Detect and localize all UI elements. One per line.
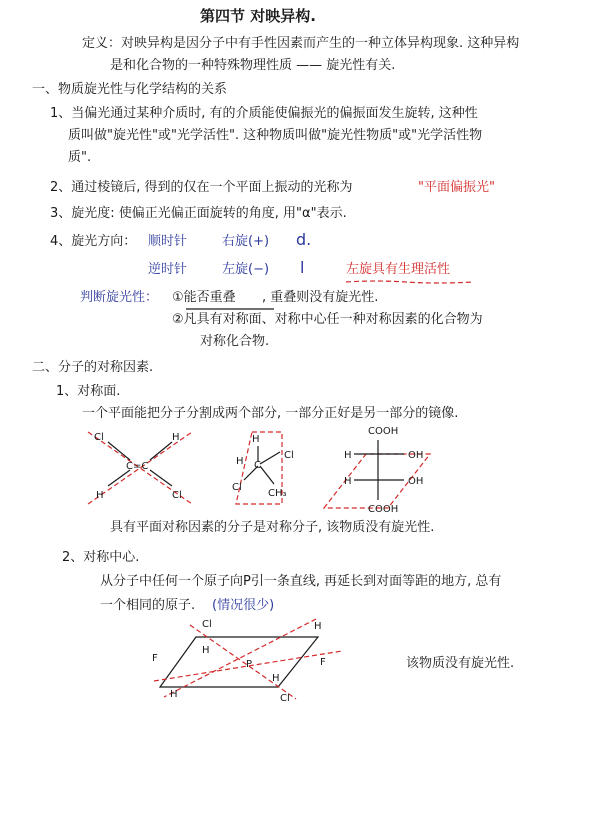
section1-heading: 一、物质旋光性与化学结构的关系 — [32, 82, 228, 97]
dextro-label: 右旋(+) — [222, 234, 270, 249]
levo-symbol: l — [300, 258, 305, 277]
item2-term: "平面偏振光" — [418, 180, 495, 195]
judge-label: 判断旋光性： — [80, 290, 159, 305]
atom-label: C — [254, 460, 261, 471]
levo-label: 左旋(−) — [222, 262, 270, 277]
atom-label: Cl — [172, 490, 182, 501]
page-title: 第四节 对映异构. — [200, 7, 316, 25]
atom-label: OH — [408, 476, 424, 487]
center-label: P — [246, 659, 253, 670]
atom-label: Cl — [202, 619, 212, 630]
symmetry-plane-heading: 1、对称面. — [56, 384, 121, 399]
atom-label: Cl — [284, 450, 294, 461]
center-line — [190, 625, 296, 699]
molecule-fischer — [318, 424, 448, 514]
counterclockwise-label: 逆时针 — [148, 262, 188, 277]
symmetry-center-description-1: 从分子中任何一个原子向P引一条直线, 再延长到对面等距的地方, 总有 — [100, 574, 502, 589]
atom-label: COOH — [368, 504, 399, 515]
judge-2-line-2: 对称化合物. — [200, 334, 270, 349]
molecule-symmetry-center — [150, 615, 350, 705]
item1-line-2: 质叫做"旋光性"或"光学活性". 这种物质叫做"旋光性物质"或"光学活性物 — [68, 128, 483, 143]
symmetry-center-description-2: 一个相同的原子. — [100, 598, 196, 613]
atom-label: H — [170, 689, 178, 700]
atom-label: H — [344, 476, 352, 487]
atom-label: F — [152, 653, 158, 664]
atom-label: F — [320, 657, 326, 668]
section2-heading: 二、分子的对称因素. — [32, 360, 154, 375]
double-bond-label: C=C — [126, 461, 149, 472]
dextro-symbol: d. — [296, 230, 312, 249]
symmetry-plane-conclusion: 具有平面对称因素的分子是对称分子, 该物质没有旋光性. — [110, 520, 435, 535]
atom-label: H — [344, 450, 352, 461]
atom-label: Cl — [94, 432, 104, 443]
symmetry-center-conclusion: 该物质没有旋光性. — [406, 656, 515, 671]
atom-label: OH — [408, 450, 424, 461]
atom-label: CH₃ — [268, 488, 287, 499]
center-line — [164, 619, 316, 697]
atom-label: H — [96, 490, 104, 501]
atom-label: Cl — [280, 693, 290, 704]
judge-1-underline — [186, 307, 276, 311]
rare-case-note: (情况很少) — [212, 598, 275, 613]
atom-label: H — [252, 434, 260, 445]
symmetry-plane-description: 一个平面能把分子分割成两个部分, 一部分正好是另一部分的镜像. — [82, 406, 459, 421]
judge-2-line-1: ②凡具有对称面、对称中心任一种对称因素的化合物为 — [172, 312, 483, 327]
atom-label: Cl — [232, 482, 242, 493]
atom-label: H — [314, 621, 322, 632]
atom-label: COOH — [368, 426, 399, 437]
judge-1-b: , 重叠则没有旋光性. — [262, 290, 379, 305]
levo-note: 左旋具有生理活性 — [346, 262, 451, 277]
molecule-tetrahedral — [222, 428, 312, 508]
item1-line-3: 质". — [68, 150, 92, 165]
atom-label: H — [236, 456, 244, 467]
levo-note-underline — [346, 280, 476, 284]
item1-line-1: 1、当偏光通过某种介质时, 有的介质能使偏振光的偏振面发生旋转, 这种性 — [50, 106, 478, 121]
definition-line-2: 是和化合物的一种特殊物理性质 —— 旋光性有关. — [110, 58, 396, 73]
judge-1-a: ①能否重叠 — [172, 290, 236, 305]
item4-label: 4、旋光方向： — [50, 234, 137, 249]
item2-prefix: 2、通过棱镜后, 得到的仅在一个平面上振动的光称为 — [50, 180, 353, 195]
atom-label: H — [172, 432, 180, 443]
symmetry-center-heading: 2、对称中心. — [62, 550, 140, 565]
atom-label: H — [202, 645, 210, 656]
clockwise-label: 顺时针 — [148, 234, 188, 249]
molecule-dichloroethene — [80, 428, 200, 508]
atom-label: H — [272, 673, 280, 684]
definition-line-1: 定义：对映异构是因分子中有手性因素而产生的一种立体异构现象. 这种异构 — [82, 36, 520, 51]
item3: 3、旋光度: 使偏正光偏正面旋转的角度, 用"α"表示. — [50, 206, 347, 221]
